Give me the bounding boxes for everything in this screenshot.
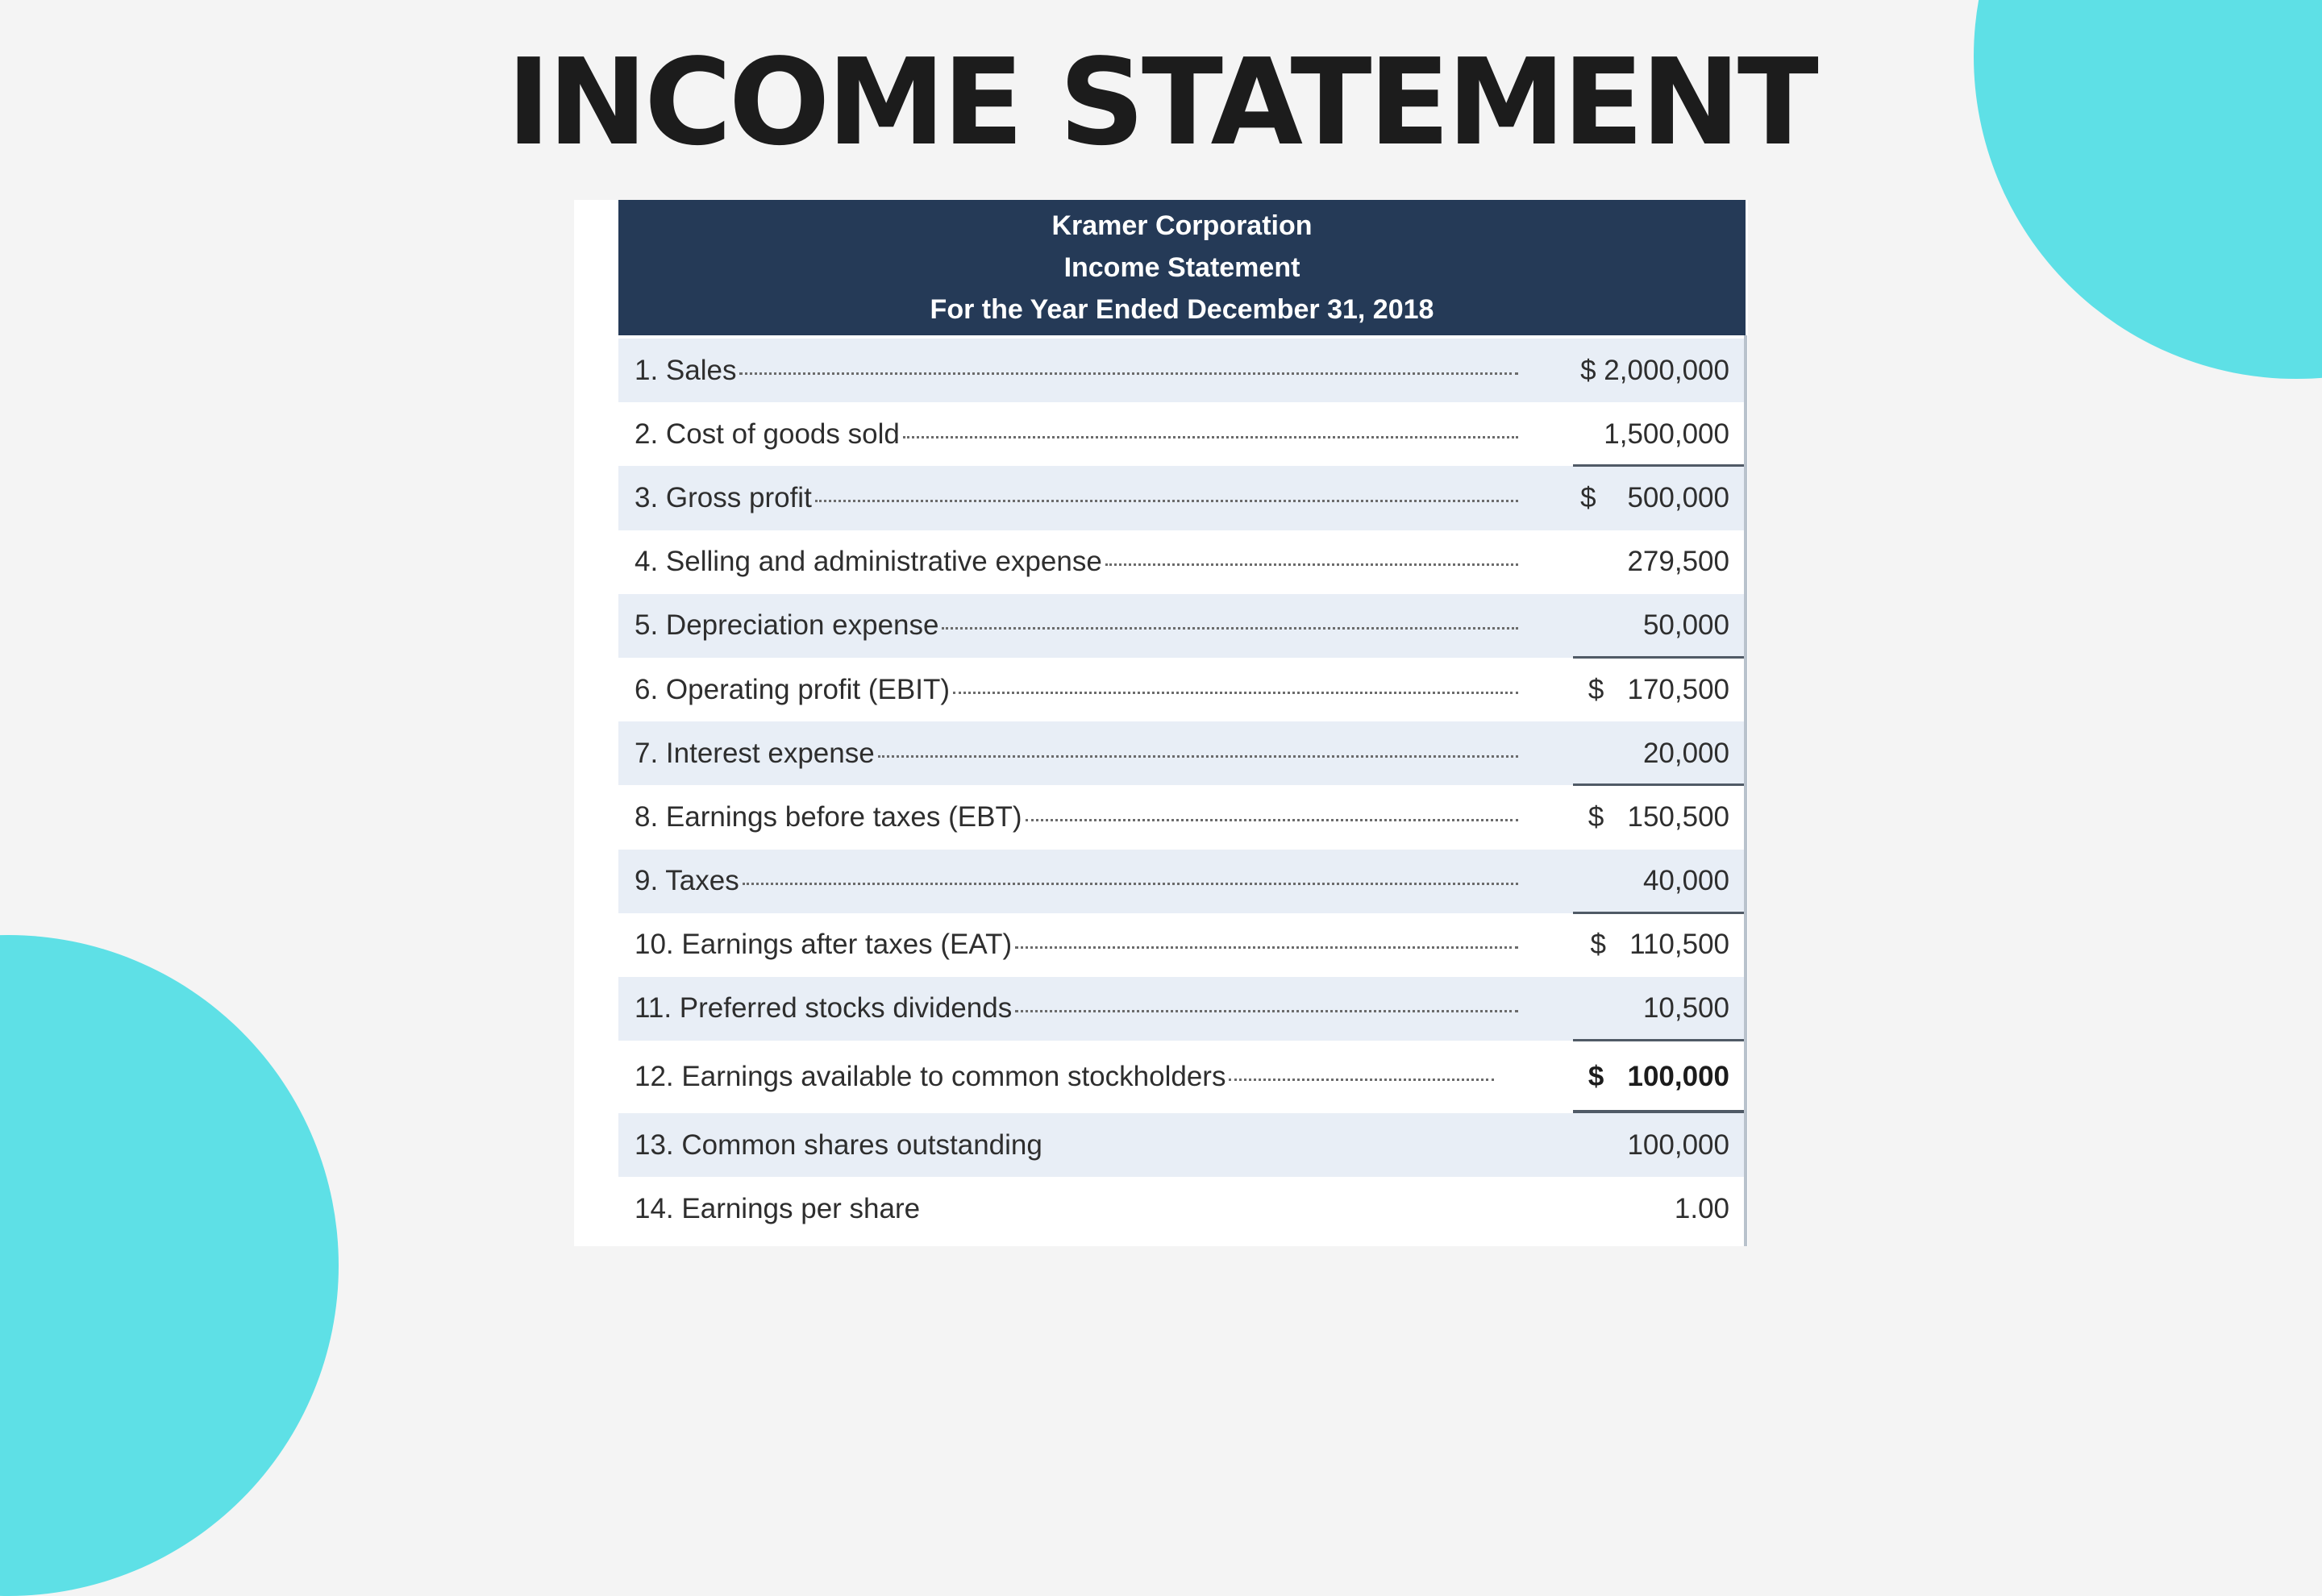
- row-amount: 1.00: [1674, 1192, 1729, 1224]
- row-amount: 40,000: [1642, 865, 1729, 897]
- dot-leader: [1015, 946, 1518, 949]
- row-amount: 50,000: [1642, 609, 1729, 642]
- statement-table: [618, 339, 1744, 1241]
- table-row-common-shares: [618, 1113, 1744, 1177]
- table-row-taxes: [618, 850, 1744, 913]
- total-rule: [1573, 1110, 1744, 1113]
- table-right-border: [1744, 335, 1747, 1246]
- row-amount: $ 150,500: [1588, 800, 1729, 833]
- company-name: Kramer Corporation: [1051, 210, 1313, 241]
- row-amount: $ 170,500: [1588, 673, 1729, 705]
- table-row-earnings-before-taxes: [618, 785, 1744, 849]
- row-label: 6. Operating profit (EBIT): [635, 673, 950, 705]
- row-amount: 1,500,000: [1604, 418, 1729, 450]
- row-label: 7. Interest expense: [635, 737, 875, 769]
- table-row-operating-profit: [618, 658, 1744, 721]
- dot-leader: [953, 692, 1518, 694]
- dot-leader: [903, 436, 1518, 438]
- row-label: 9. Taxes: [635, 865, 739, 897]
- dot-leader: [739, 372, 1518, 375]
- statement-header: [618, 200, 1746, 335]
- row-label: 5. Depreciation expense: [635, 609, 939, 642]
- subtotal-rule: [1573, 464, 1744, 467]
- row-label: 2. Cost of goods sold: [635, 418, 900, 450]
- dot-leader: [743, 883, 1518, 885]
- row-amount: $ 100,000: [1588, 1061, 1729, 1093]
- table-row-depreciation-expense: [618, 594, 1744, 658]
- statement-period: For the Year Ended December 31, 2018: [930, 294, 1434, 325]
- table-row-earnings-after-taxes: [618, 913, 1744, 977]
- table-row-earnings-per-share: [618, 1177, 1744, 1241]
- row-label: 11. Preferred stocks dividends: [635, 992, 1013, 1025]
- dot-leader: [1229, 1079, 1494, 1081]
- table-row-interest-expense: [618, 721, 1744, 785]
- row-label: 12. Earnings available to common stockholders: [635, 1061, 1226, 1093]
- table-row-gross-profit: [618, 466, 1744, 530]
- subtotal-rule: [1573, 912, 1744, 914]
- row-label: 1. Sales: [635, 354, 737, 386]
- subtotal-rule: [1573, 656, 1744, 659]
- row-label: 3. Gross profit: [635, 481, 812, 513]
- row-label: 10. Earnings after taxes (EAT): [635, 929, 1013, 961]
- dot-leader: [1015, 1010, 1518, 1012]
- row-label: 14. Earnings per share: [635, 1192, 921, 1224]
- dot-leader: [1026, 819, 1519, 821]
- row-amount: $ 2,000,000: [1580, 354, 1729, 386]
- dot-leader: [815, 500, 1518, 502]
- dot-leader: [1105, 563, 1518, 566]
- row-label: 8. Earnings before taxes (EBT): [635, 800, 1022, 833]
- row-amount: 20,000: [1642, 737, 1729, 769]
- income-statement-card: [574, 200, 1748, 1246]
- subtotal-rule: [1573, 1039, 1744, 1041]
- dot-leader: [942, 627, 1518, 630]
- row-label: 4. Selling and administrative expense: [635, 546, 1102, 578]
- table-row-cost-of-goods-sold: [618, 402, 1744, 466]
- table-row-sales: [618, 339, 1744, 402]
- row-amount: 10,500: [1642, 992, 1729, 1025]
- row-amount: 279,500: [1627, 546, 1729, 578]
- statement-name: Income Statement: [1063, 252, 1300, 283]
- decorative-circle-bottom-left: [0, 935, 339, 1596]
- table-row-selling-admin-expense: [618, 530, 1744, 594]
- row-amount: 100,000: [1627, 1128, 1729, 1161]
- row-amount: $ 110,500: [1590, 929, 1729, 961]
- row-amount: $ 500,000: [1580, 481, 1729, 513]
- row-label: 13. Common shares outstanding: [635, 1128, 1042, 1161]
- table-row-preferred-dividends: [618, 977, 1744, 1041]
- table-row-earnings-available-common: [618, 1041, 1744, 1113]
- dot-leader: [878, 755, 1518, 758]
- subtotal-rule: [1573, 783, 1744, 786]
- page-title: INCOME STATEMENT: [506, 33, 1816, 172]
